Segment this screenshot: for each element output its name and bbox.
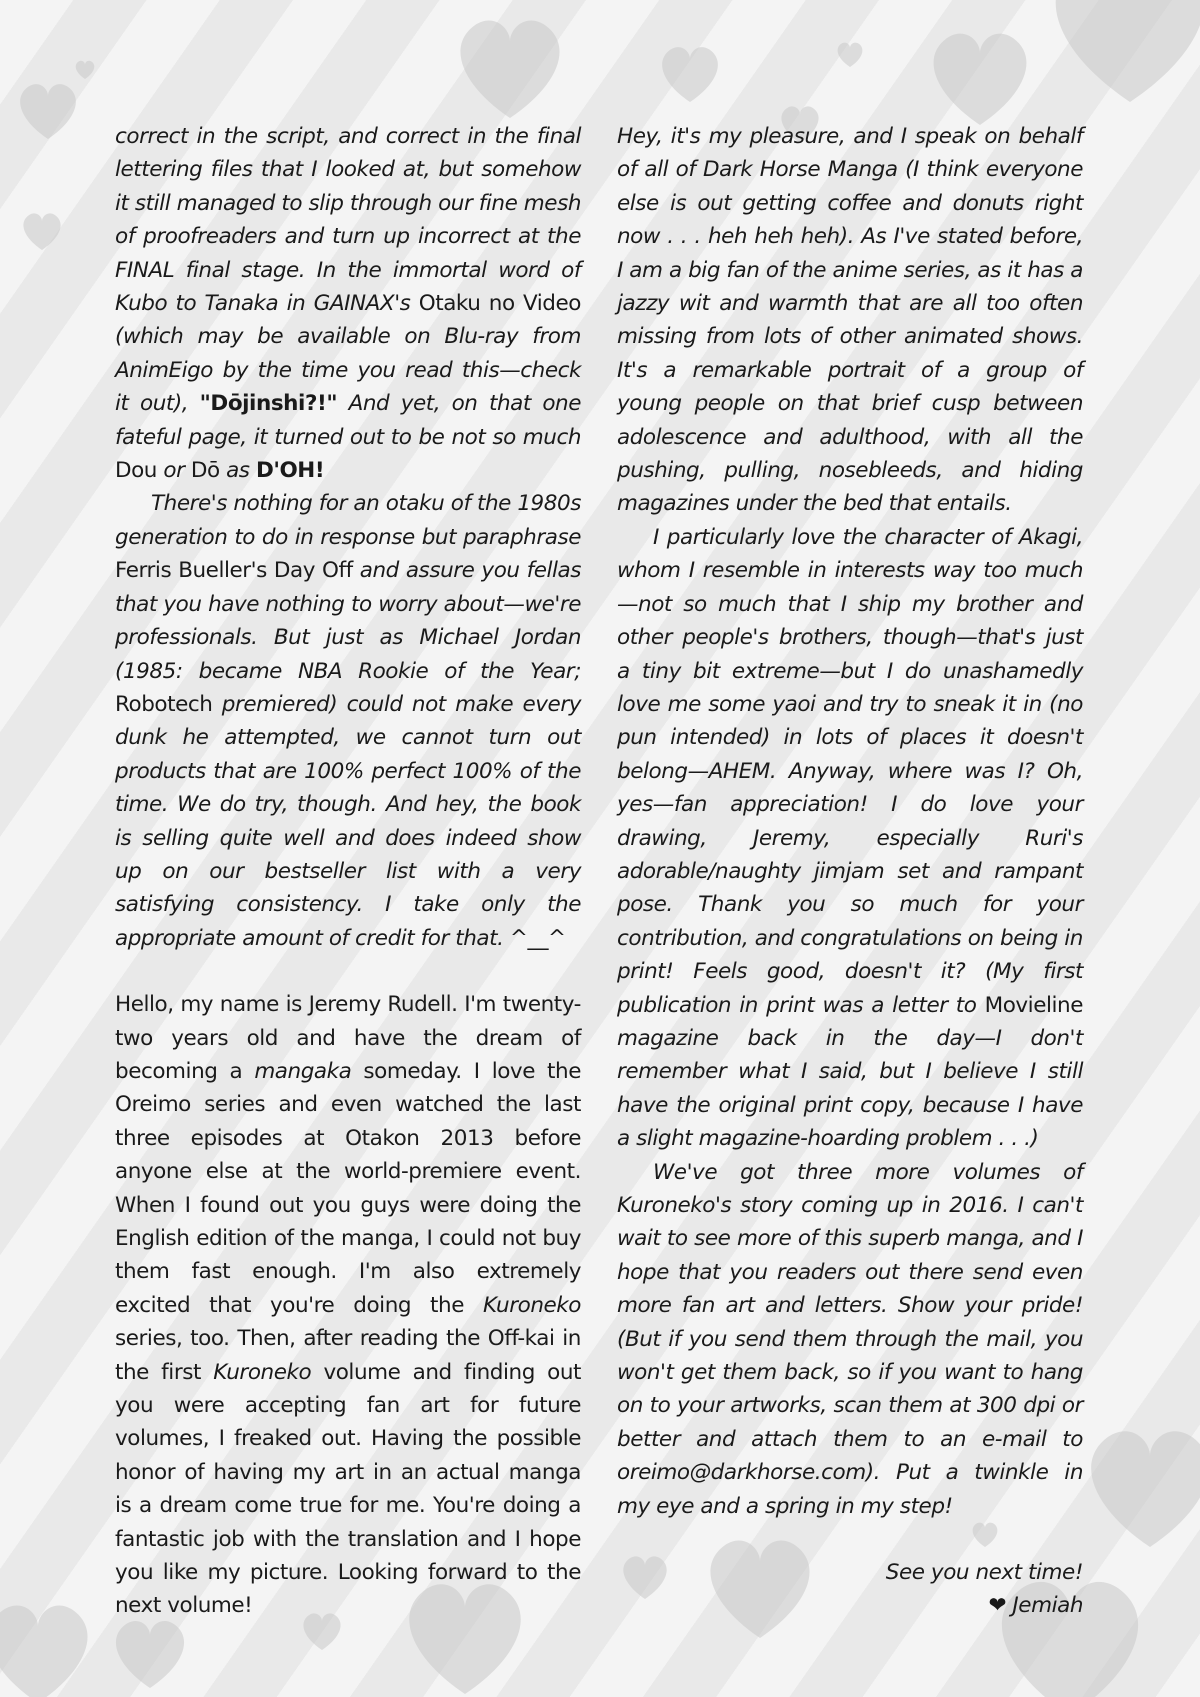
heart-icon: [460, 20, 559, 118]
right-column: [617, 120, 1083, 1623]
heart-icon: [1091, 1431, 1200, 1547]
heart-icon: ❤: [988, 1593, 1007, 1619]
heart-icon: [0, 1605, 88, 1697]
reply-paragraph-akagi: I particularly love the character of Akagi, whom I resemble in interests way too much—not so much that I ship my brother and other people's brothers, though—that's just a tiny bit extreme—but I do unashamedly love me some yaoi and try to sneak it in (no pun intended) in lots of places it doesn't belong—AHEM. Anyway, where was I? Oh, yes—fan appreciation! I do love your drawing, Jeremy, especially Ruri's adorable/naughty jimjam set and rampant pose. Thank you so much for your contribution, and congratulations on being in print! Feels good, doesn't it? (My first publication in print was a letter to Movieline magazine back in the day—I don't remember what I said, but I believe I still have the original print copy, because I have a slight magazine-hoarding problem . . .): [617, 524, 1083, 1152]
heart-icon: [1056, 0, 1200, 102]
signature-line: [617, 1589, 1083, 1622]
heart-icon: [934, 34, 1027, 125]
signature-name: Jemiah: [1012, 1593, 1083, 1619]
reply-continued-paragraph: correct in the script, and correct in the final lettering files that I looked at, but somehow it still managed to slip through our fine mesh of proofreaders and turn up incorrect at the FINAL final stage. In the immortal word of Kubo to Tanaka in GAINAX's Otaku no Video (which may be available on Blu-ray from AnimEigo by the time you read this—check it out), "Dōjinshi?!" And yet, on that one fateful page, it turned out to be not so much Dou or Dō as D'OH!: [115, 124, 581, 484]
reply-paragraph-volumes: We've got three more volumes of Kuroneko's story coming up in 2016. I can't wait to see more of this superb manga, and I hope that you readers out there send even more fan art and letters. Show your pride! (But if you send them through the mail, you won't get them back, so if you want to hang on to your artworks, scan them at 300 dpi or better and attach them to an e-mail to oreimo@darkhorse.com). Put a twinkle in my eye and a spring in my step!: [617, 1159, 1083, 1519]
heart-icon: [838, 43, 863, 67]
reply-paragraph-otaku: There's nothing for an otaku of the 1980s generation to do in response but paraphrase Ferris Bueller's Day Off and assure you fellas that you have nothing to worry about—we're professionals. But just as Michael Jordan (1985: became NBA Rookie of the Year; Robotech premiered) could not make every dunk he attempted, we cannot turn out products that are 100% perfect 100% of the time. We do try, though. And hey, the book is selling quite well and does indeed show up on our bestseller list with a very satisfying consistency. I take only the appropriate amount of credit for that. ^__^: [115, 491, 581, 951]
fan-letter-paragraph: Hello, my name is Jeremy Rudell. I'm twenty-two years old and have the dream of becoming a mangaka someday. I love the Oreimo series and even watched the last three episodes at Otakon 2013 before anyone else at the world-premiere event. When I found out you guys were doing the English edition of the manga, I could not buy them fast enough. I'm also extremely excited that you're doing the Kuroneko series, too. Then, after reading the Off-kai in the first Kuroneko volume and finding out you were accepting fan art for future volumes, I freaked out. Having the possible honor of having my art in an actual manga is a dream come true for me. You're doing a fantastic job with the translation and I hope you like my picture. Looking forward to the next volume!: [115, 992, 581, 1619]
heart-icon: [20, 84, 76, 139]
heart-icon: [76, 61, 95, 79]
heart-icon: [116, 1621, 184, 1688]
left-column: [115, 120, 581, 1623]
heart-icon: [662, 47, 718, 102]
signoff-line: See you next time!: [885, 1560, 1083, 1586]
reply-paragraph-pleasure: Hey, it's my pleasure, and I speak on behalf of all of Dark Horse Manga (I think everyone else is out getting coffee and donuts right now . . . heh heh heh). As I've stated before, I am a big fan of the anime series, as it has a jazzy wit and warmth that are all too often missing from lots of other animated shows. It's a remarkable portrait of a group of young people on that brief cusp between adolescence and adulthood, with all the pushing, pulling, nosebleeds, and hiding magazines under the bed that entails.: [617, 124, 1083, 517]
heart-icon: [23, 213, 60, 250]
